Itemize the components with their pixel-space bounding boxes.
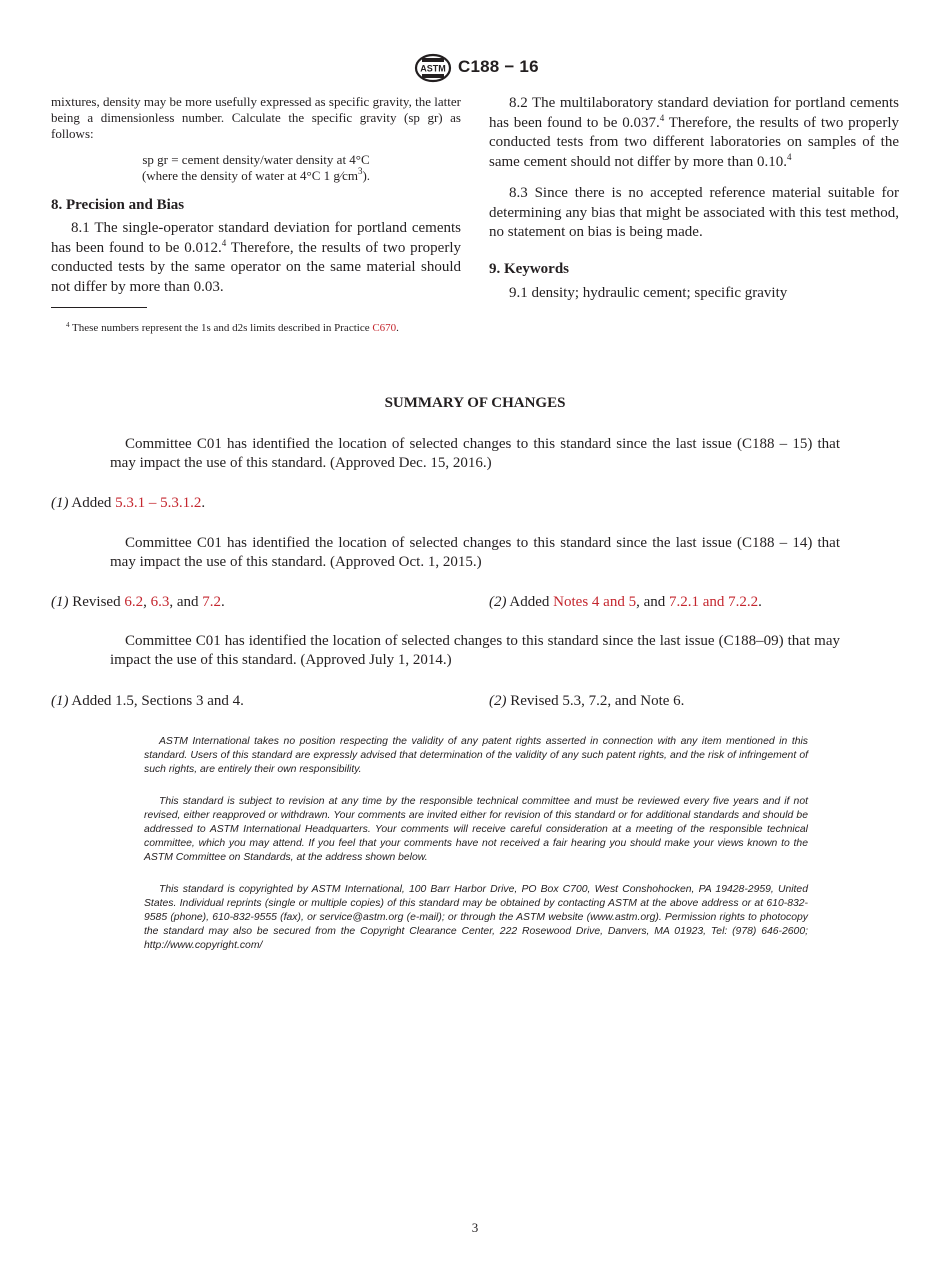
summary-block-2-item-2: (2) Added Notes 4 and 5, and 7.2.1 and 7.2.2. <box>489 594 762 610</box>
summary-block-2-item-1: (1) Revised 6.2, 6.3, and 7.2. <box>51 594 225 610</box>
standard-number: C188 − 16 <box>458 57 539 76</box>
revision-notice: This standard is subject to revision at any time by the responsible technical committee and must be reviewed every five years and if not revised, either reapproved or withdrawn. Your comments are invited either for revision of this standard or for additional standards and should be addressed to ASTM International Headquarters. Your comments will receive careful consideration at a meeting of the responsible technical committee, which you may attend. If you feel that your comments have not received a fair hearing you should make your views known to the ASTM Committee on Standards, at the address shown below. <box>144 796 808 863</box>
summary-block-2: Committee C01 has identified the location of selected changes to this standard since the last issue (C188 – 14) that may impact the use of this standard. (Approved Oct. 1, 2015.) <box>110 535 840 570</box>
summary-block-1-item-1: (1) Added 5.3.1 – 5.3.1.2. <box>51 495 206 511</box>
summary-block-3: Committee C01 has identified the location of selected changes to this standard since the last issue (C188–09) that may impact the use of this standard. (Approved July 1, 2014.) <box>110 633 840 668</box>
paragraph-8-1: 8.1 The single-operator standard deviation for portland cements has been found to be 0.012.$^4$ Therefore, the results of two properly conducted tests by the same operator on the same material should not differ by more than 0.03. <box>51 220 461 295</box>
section-5-3-1-link[interactable]: 5.3.1 – 5.3.1.2 <box>115 495 202 511</box>
footnote-4: $^4$ These numbers represent the 1s and d2s limits described in Practice C670. <box>66 321 399 334</box>
left-column <box>51 94 461 335</box>
summary-block-3-item-1: (1) Added 1.5, Sections 3 and 4. <box>51 693 244 709</box>
intro-paragraph: mixtures, density may be more usefully expressed as specific gravity, the latter being a dimensionless number. Calculate the specific gravity (sp gr) as follows: <box>51 94 461 141</box>
paragraph-9-1: 9.1 density; hydraulic cement; specific gravity <box>509 284 788 301</box>
paragraph-8-2: 8.2 The multilaboratory standard deviation for portland cements has been found to be 0.037.$^4$ Therefore, the results of two properly conducted tests from two different laboratories on samples of the same cement should not differ by more than 0.10.$^4$ <box>489 95 899 170</box>
summary-block-1: Committee C01 has identified the location of selected changes to this standard since the last issue (C188 – 15) that may impact the use of this standard. (Approved Dec. 15, 2016.) <box>110 436 840 471</box>
summary-of-changes-title: SUMMARY OF CHANGES <box>384 395 566 411</box>
page-number: 3 <box>471 1220 479 1235</box>
summary-block-3-item-2: (2) Revised 5.3, 7.2, and Note 6. <box>489 693 685 709</box>
paragraph-8-3: 8.3 Since there is no accepted reference material suitable for determining any bias that might be associated with this test method, no statement on bias is being made. <box>489 185 899 240</box>
svg-text:ASTM: ASTM <box>420 63 446 74</box>
copyright-notice: This standard is copyrighted by ASTM International, 100 Barr Harbor Drive, PO Box C700, West Conshohocken, PA 19428-2959, United States. Individual reprints (single or multiple copies) of this standard may be obtained by contacting ASTM at the above address or at 610-832-9585 (phone), 610-832-9555 (fax), or service@astm.org (e-mail); or through the ASTM website (www.astm.org). Permission rights to photocopy the standard may also be secured from the Copyright Clearance Center, 222 Rosewood Drive, Danvers, MA 01923, Tel: (978) 646-2600; http://www.copyright.com/ <box>144 884 808 951</box>
section-6-3-link[interactable]: 6.3 <box>150 594 170 610</box>
section-6-2-link[interactable]: 6.2 <box>124 594 144 610</box>
right-column <box>489 94 899 303</box>
section-9-heading: 9. Keywords <box>489 260 569 277</box>
formula-line-2: (where the density of water at 4°C 1 $g⁄cm^3$). <box>141 166 371 183</box>
section-8-heading: 8. Precision and Bias <box>51 197 185 213</box>
notes-4-5-link[interactable]: Notes 4 and 5 <box>553 594 637 610</box>
practice-c670-link[interactable]: C670 <box>372 322 397 334</box>
astm-logo-icon <box>413 52 453 84</box>
formula-line-1: sp gr = cement density/water density at 4°C <box>142 152 370 167</box>
section-7-2-link[interactable]: 7.2 <box>202 594 221 610</box>
page-header <box>0 52 950 84</box>
patent-notice: ASTM International takes no position respecting the validity of any patent rights asserted in connection with any item mentioned in this standard. Users of this standard are expressly advised that determination of the validity of any such patent rights, and the risk of infringement of such rights, are entirely their own responsibility. <box>144 736 808 775</box>
section-7-2-1-link[interactable]: 7.2.1 and 7.2.2 <box>669 594 759 610</box>
